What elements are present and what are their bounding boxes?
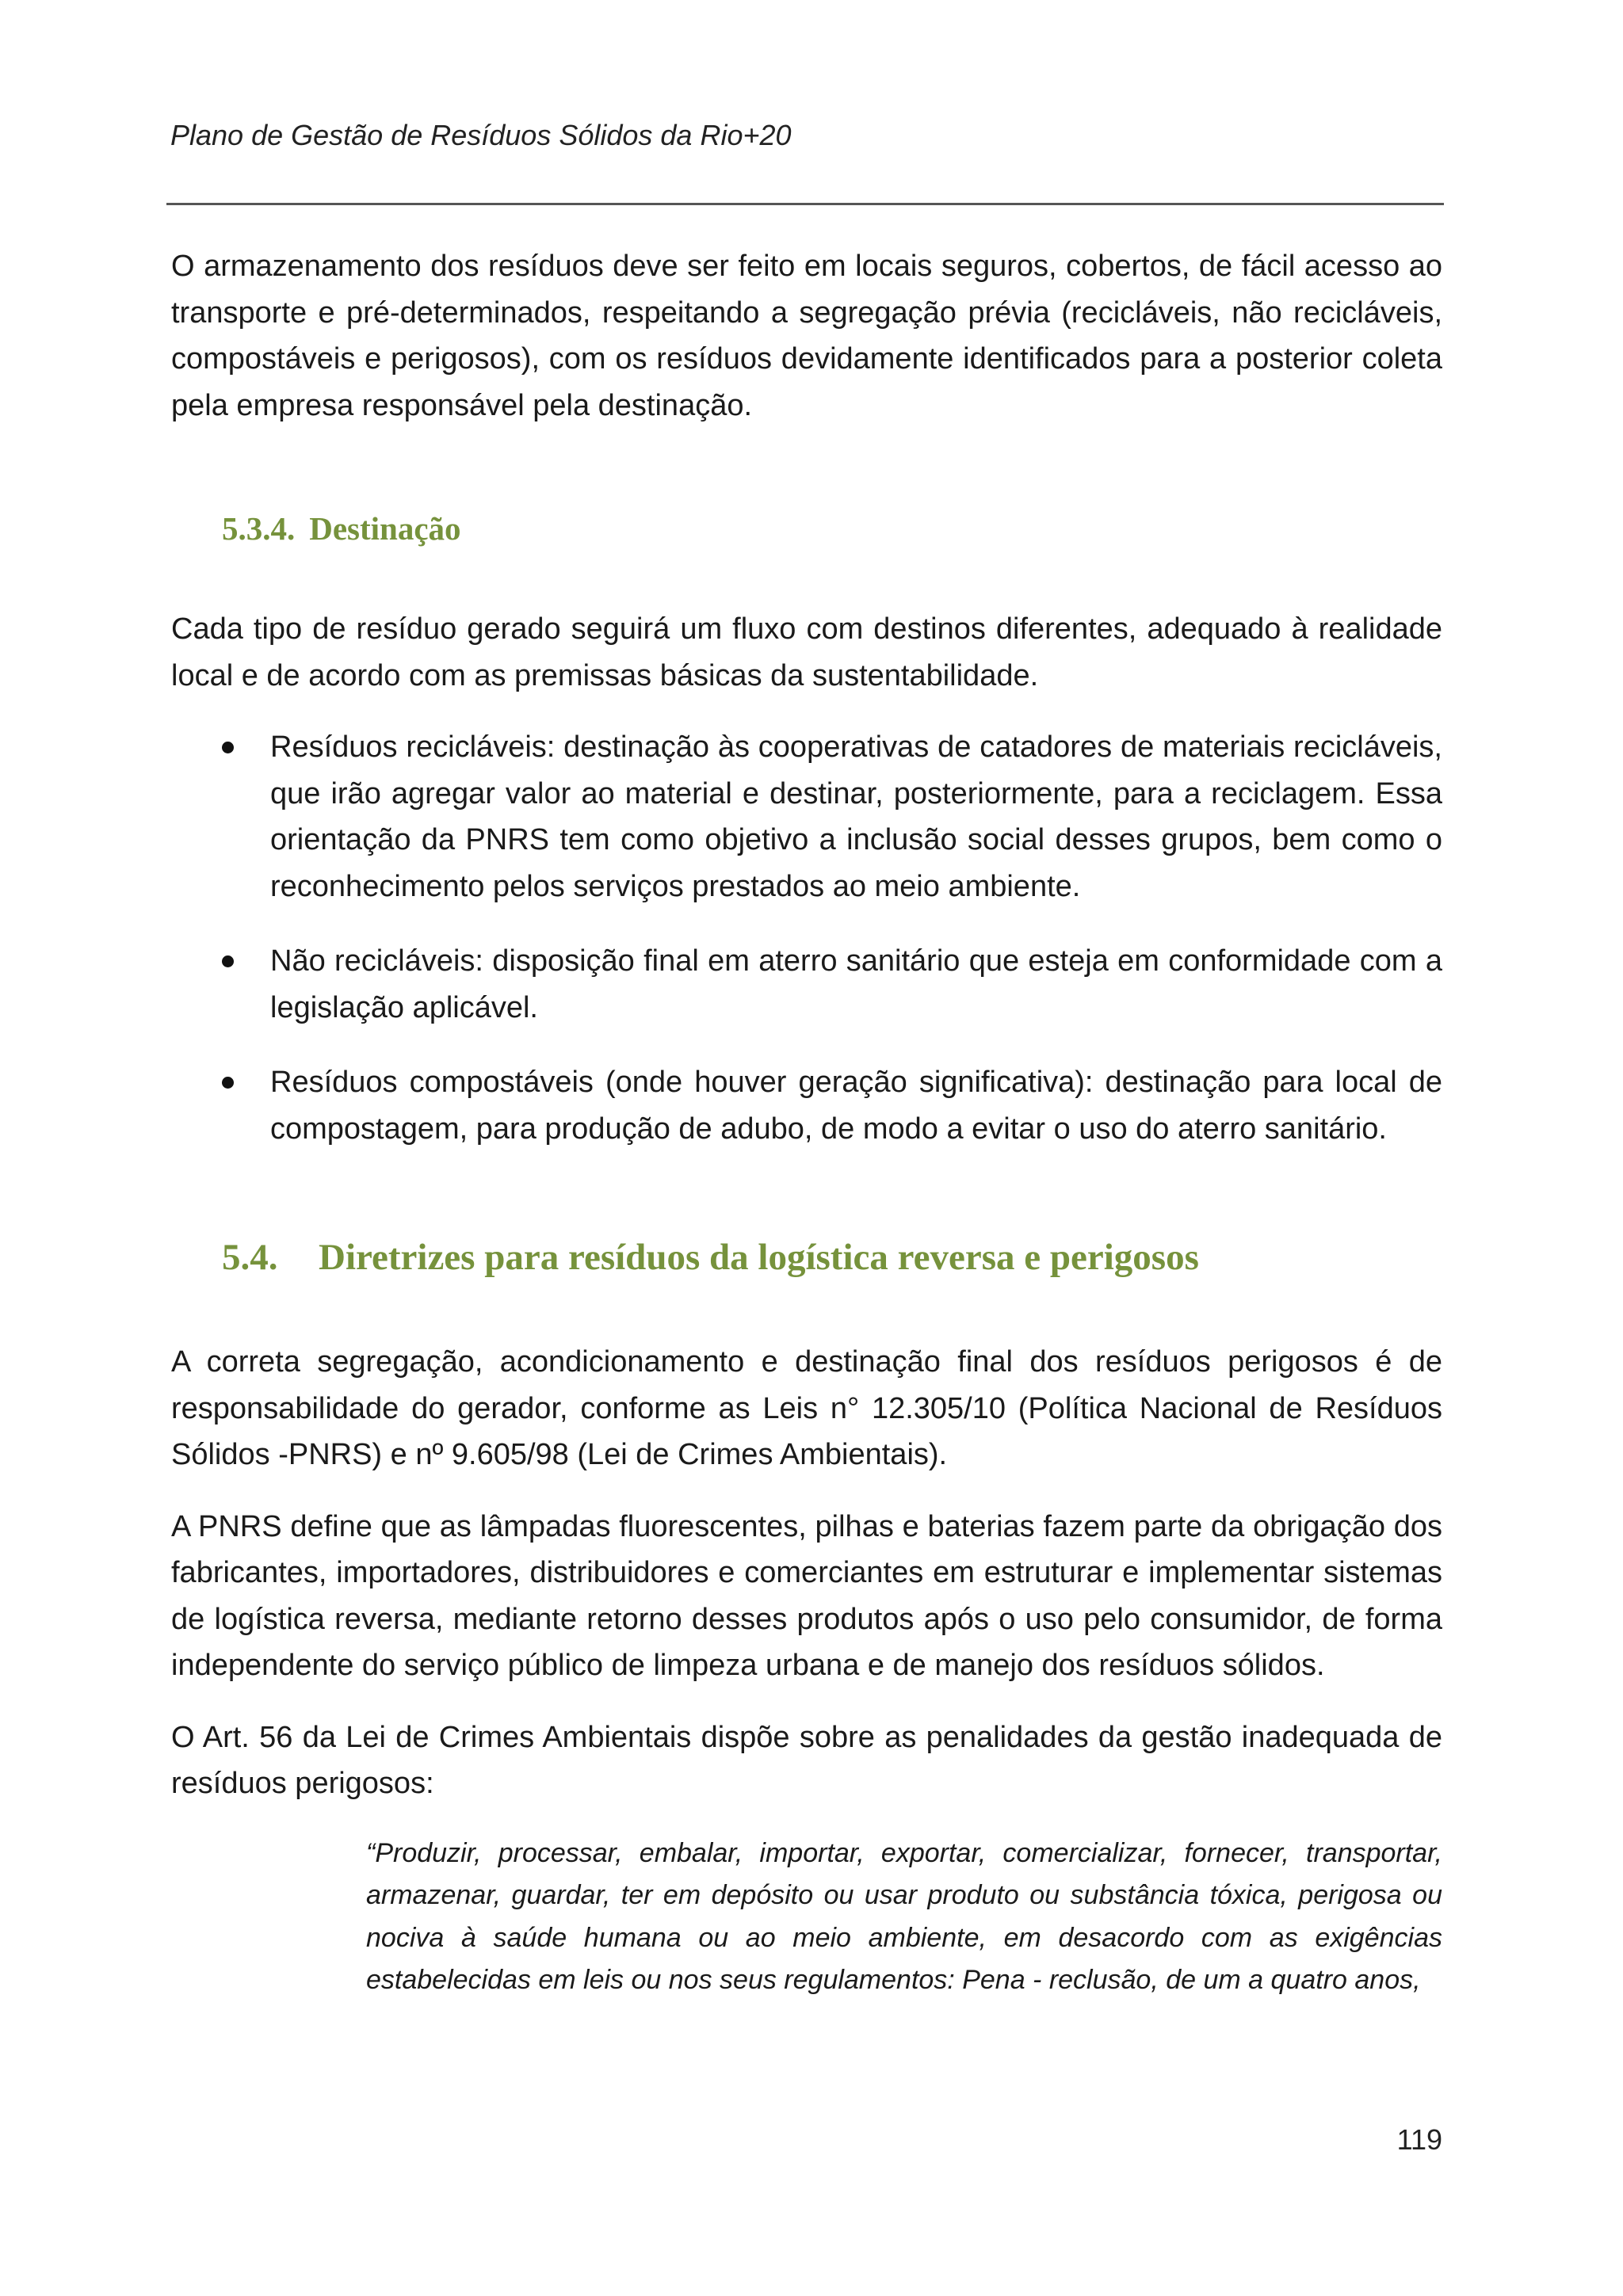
bullet-icon xyxy=(222,1077,234,1089)
paragraph-art-56: O Art. 56 da Lei de Crimes Ambientais dispõe sobre as penalidades da gestão inadequada de resíduos perigosos: xyxy=(171,1720,1442,1800)
list-item-reciclaveis xyxy=(171,724,1442,910)
list-item-compostaveis xyxy=(171,1059,1442,1152)
list-item-text: Não recicláveis: disposição final em aterro sanitário que esteja em conformidade com a legislação aplicável. xyxy=(270,944,1442,1024)
list-item-text: Resíduos compostáveis (onde houver geração significativa): destinação para local de compostagem, para produção de adubo, de modo a evitar o uso do aterro sanitário. xyxy=(270,1066,1442,1146)
bullet-icon xyxy=(222,742,234,753)
paragraph-responsibility: A correta segregação, acondicionamento e destinação final dos resíduos perigosos é de responsabilidade do gerador, conforme as Leis n° 12.305/10 (Política Nacional de Resíduos Sólidos -PNRS) e nº 9.605/98 (Lei de Crimes Ambientais). xyxy=(171,1345,1442,1471)
section-title: Diretrizes para resíduos da logística reversa e perigosos xyxy=(319,1237,1199,1278)
page-content xyxy=(171,243,1442,2002)
list-item-nao-reciclaveis xyxy=(171,938,1442,1031)
paragraph-storage: O armazenamento dos resíduos deve ser feito em locais seguros, cobertos, de fácil acesso ao transporte e pré-determinados, respeitando a segregação prévia (recicláveis, não recicláveis, compostáveis e perigosos), com os resíduos devidamente identificados para a posterior coleta pela empresa responsável pela destinação. xyxy=(171,250,1442,422)
paragraph-reverse-logistics: A PNRS define que as lâmpadas fluorescentes, pilhas e baterias fazem parte da obrigação dos fabricantes, importadores, distribuidores e comerciantes em estruturar e implementar sistemas de logística reversa, mediante retorno desses produtos após o uso pelo consumidor, de forma independente do serviço público de limpeza urbana e de manejo dos resíduos sólidos. xyxy=(171,1509,1442,1682)
section-title: Destinação xyxy=(309,510,461,547)
legal-quote: “Produzir, processar, embalar, importar, exportar, comercializar, fornecer, transportar, armazenar, guardar, ter em depósito ou usar produto ou substância tóxica, perigosa ou nociva à saúde humana ou ao meio ambiente, em desacordo com as exigências estabelecidas em leis ou nos seus regulamentos: Pena - reclusão, de um a quatro anos, xyxy=(366,1837,1442,1995)
header-divider xyxy=(166,203,1444,205)
section-heading-5-4 xyxy=(171,1236,1442,1279)
running-header: Plano de Gestão de Resíduos Sólidos da Rio+20 xyxy=(170,119,792,151)
page-number: 119 xyxy=(1396,2123,1442,2156)
section-number: 5.3.4. xyxy=(222,510,296,547)
bullet-icon xyxy=(222,955,234,967)
paragraph-destination-intro: Cada tipo de resíduo gerado seguirá um fluxo com destinos diferentes, adequado à realidade local e de acordo com as premissas básicas da sustentabilidade. xyxy=(171,612,1442,692)
section-heading-5-3-4 xyxy=(171,509,1442,547)
destination-list xyxy=(171,724,1442,1152)
section-number: 5.4. xyxy=(222,1237,278,1278)
list-item-text: Resíduos recicláveis: destinação às cooperativas de catadores de materiais recicláveis, que irão agregar valor ao material e destinar, posteriormente, para a reciclagem. Essa orientação da PNRS tem como objetivo a inclusão social desses grupos, bem como o reconhecimento pelos serviços prestados ao meio ambiente. xyxy=(270,730,1442,903)
